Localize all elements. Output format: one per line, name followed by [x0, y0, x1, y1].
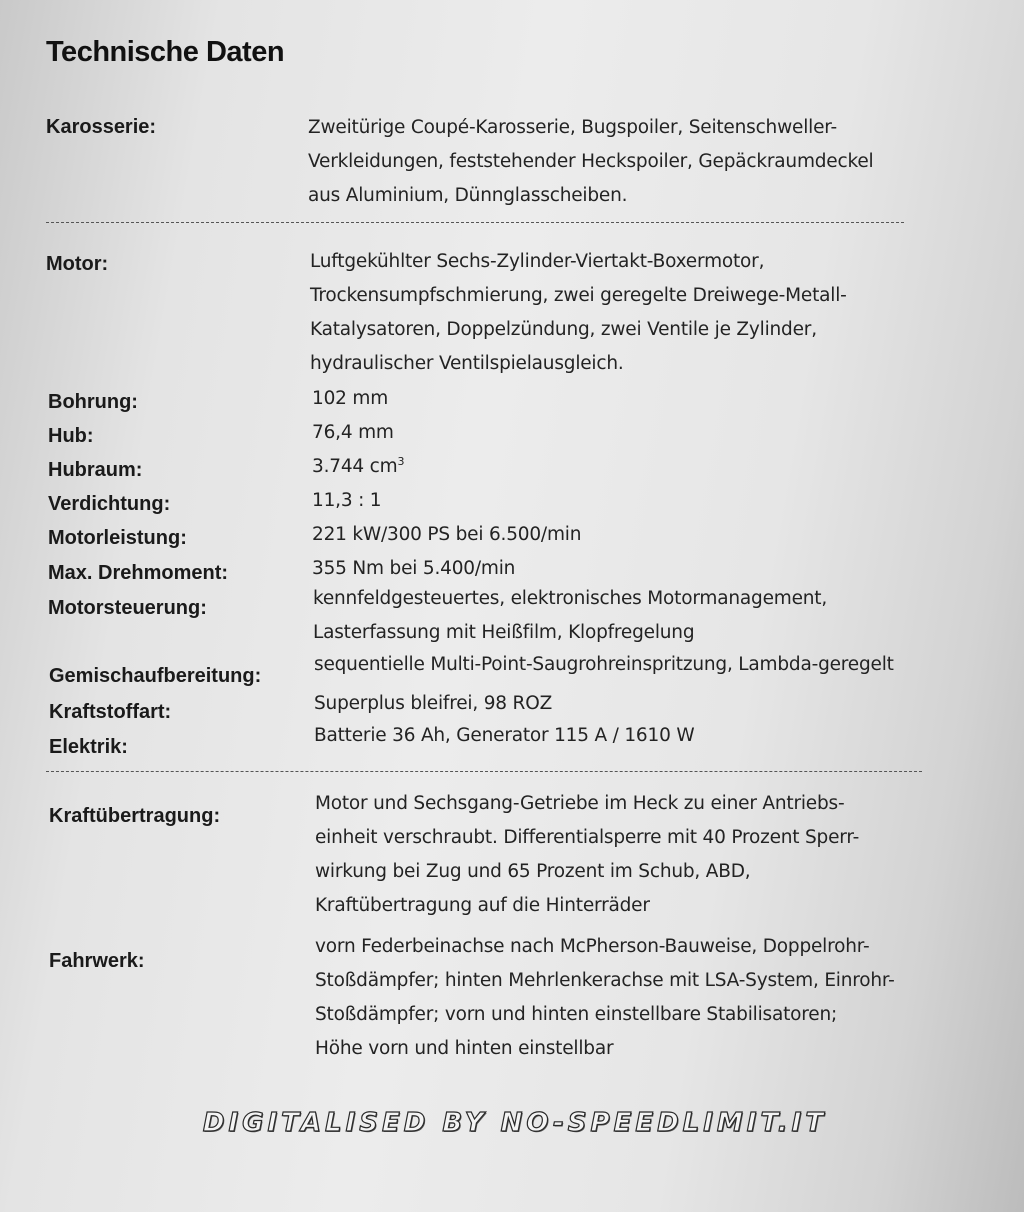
section-divider [46, 771, 922, 772]
gemisch-label: Gemischaufbereitung: [49, 665, 262, 687]
spec-value-verdichtung: 11,3 : 1 [312, 490, 382, 511]
motorsteuerung-value [313, 582, 827, 650]
spec-label-hubraum: Hubraum: [48, 459, 143, 481]
fahrwerk-value [315, 930, 895, 1066]
karosserie-line: Verkleidungen, feststehender Heckspoiler, Gepäckraumdeckel [308, 151, 874, 172]
motorsteuerung-label: Motorsteuerung: [48, 597, 207, 619]
motor-label: Motor: [46, 253, 109, 275]
karosserie-value [308, 111, 873, 213]
fahrwerk-line: Stoßdämpfer; hinten Mehrlenkerachse mit LSA-System, Einrohr- [315, 970, 895, 991]
spec-label-motorleistung: Motorleistung: [48, 527, 187, 549]
motor-line: Trockensumpfschmierung, zwei geregelte Dreiwege-Metall- [310, 285, 847, 306]
page-title: Technische Daten [46, 36, 285, 68]
motor-line: Luftgekühlter Sechs-Zylinder-Viertakt-Boxermotor, [310, 251, 765, 272]
kraftuebertragung-line: einheit verschraubt. Differentialsperre mit 40 Prozent Sperr- [315, 827, 860, 848]
spec-value-motorleistung: 221 kW/300 PS bei 6.500/min [312, 524, 582, 545]
karosserie-line: Zweitürige Coupé-Karosserie, Bugspoiler, Seitenschweller- [308, 117, 837, 138]
spec-label-bohrung: Bohrung: [48, 391, 138, 413]
spec-value-hubraum [312, 450, 404, 484]
kraftstoff-value: Superplus bleifrei, 98 ROZ [314, 693, 553, 714]
kraftuebertragung-line: Kraftübertragung auf die Hinterräder [315, 895, 650, 916]
section-divider [46, 222, 904, 223]
kraftuebertragung-label: Kraftübertragung: [49, 805, 221, 827]
watermark: DIGITALISED BY NO-SPEEDLIMIT.IT [202, 1108, 828, 1138]
spec-value-bohrung: 102 mm [312, 388, 389, 409]
kraftstoff-label: Kraftstoffart: [49, 701, 172, 723]
spec-label-hub: Hub: [48, 425, 94, 447]
karosserie-line: aus Aluminium, Dünnglasscheiben. [308, 185, 628, 206]
elektrik-label: Elektrik: [49, 736, 128, 758]
motor-value [310, 245, 847, 381]
fahrwerk-line: Stoßdämpfer; vorn und hinten einstellbare Stabilisatoren; [315, 1004, 838, 1025]
spec-value-drehmoment: 355 Nm bei 5.400/min [312, 558, 516, 579]
spec-label-drehmoment: Max. Drehmoment: [48, 562, 229, 584]
spec-label-verdichtung: Verdichtung: [48, 493, 171, 515]
gemisch-value: sequentielle Multi-Point-Saugrohreinspritzung, Lambda-geregelt [314, 654, 894, 675]
motorsteuerung-line: Lasterfassung mit Heißfilm, Klopfregelung [313, 622, 695, 643]
motor-line: Katalysatoren, Doppelzündung, zwei Ventile je Zylinder, [310, 319, 817, 340]
kraftuebertragung-value [315, 787, 859, 923]
spec-value-hub: 76,4 mm [312, 422, 394, 443]
kraftuebertragung-line: wirkung bei Zug und 65 Prozent im Schub, ABD, [315, 861, 751, 882]
hubraum-superscript: 3 [397, 454, 405, 468]
motor-line: hydraulischer Ventilspielausgleich. [310, 353, 624, 374]
fahrwerk-line: vorn Federbeinachse nach McPherson-Bauweise, Doppelrohr- [315, 936, 870, 957]
motorsteuerung-line: kennfeldgesteuertes, elektronisches Motormanagement, [313, 588, 828, 609]
fahrwerk-line: Höhe vorn und hinten einstellbar [315, 1038, 614, 1059]
hubraum-number: 3.744 cm [312, 456, 398, 477]
karosserie-label: Karosserie: [46, 116, 157, 138]
fahrwerk-label: Fahrwerk: [49, 950, 145, 972]
kraftuebertragung-line: Motor und Sechsgang-Getriebe im Heck zu einer Antriebs- [315, 793, 845, 814]
elektrik-value: Batterie 36 Ah, Generator 115 A / 1610 W [314, 725, 695, 746]
